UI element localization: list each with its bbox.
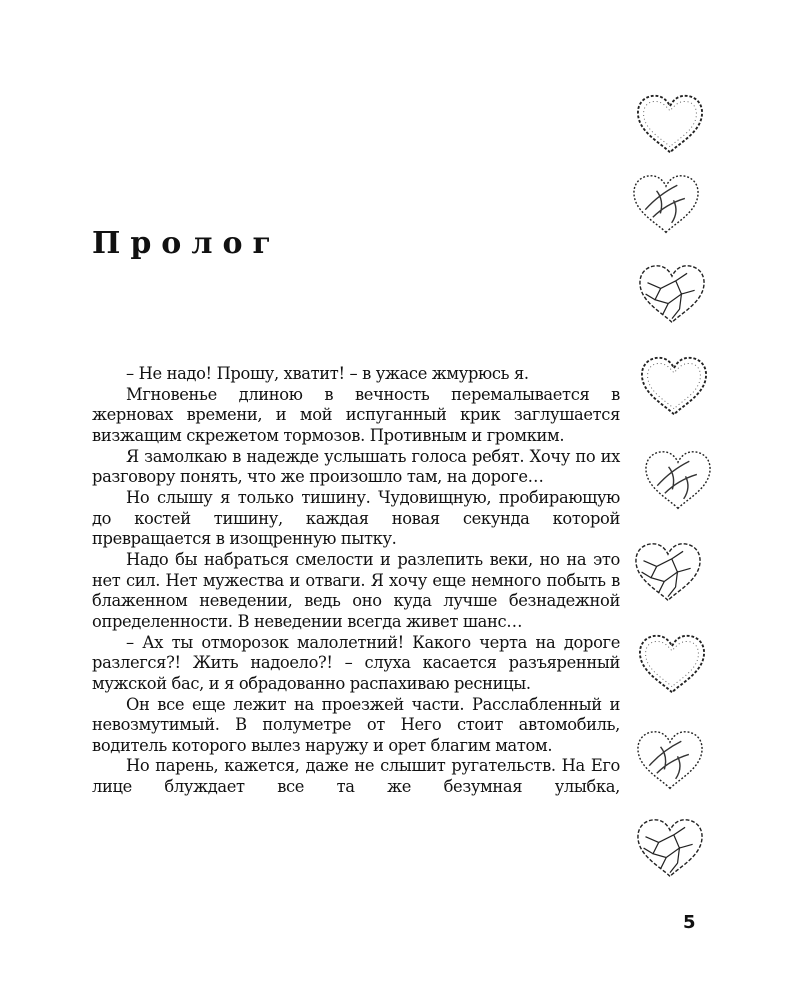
paragraph: Мгновенье длиною в вечность перемалывается в жерновах времени, и мой испуганный крик заглушается визжащим скрежетом тормозов. Противным и громким.	[92, 384, 620, 445]
leaf-heart-icon	[632, 728, 708, 794]
vine-heart-icon	[632, 92, 708, 158]
paragraph: Но слышу я только тишину. Чудовищную, пробирающую до костей тишину, каждая новая секунда которой превращается в изощренную пытку.	[92, 487, 620, 549]
vine-heart-icon	[634, 632, 710, 698]
paragraph: – Не надо! Прошу, хватит! – в ужасе жмурюсь я.	[126, 364, 529, 383]
vine-heart-icon	[636, 354, 712, 420]
paragraph: Он все еще лежит на проезжей части. Расслабленный и невозмутимый. В полуметре от Него стоит автомобиль, водитель которого вылез наружу и орет благим матом.	[92, 694, 620, 755]
cracked-heart-icon	[632, 816, 708, 882]
heart-decorations	[628, 92, 718, 892]
page-number: 5	[683, 912, 696, 933]
leaf-heart-icon	[640, 448, 716, 514]
cracked-heart-icon	[630, 540, 706, 606]
leaf-heart-icon	[628, 172, 704, 238]
paragraph: Надо бы набраться смелости и разлепить веки, но на это нет сил. Нет мужества и отваги. Я хочу еще немного побыть в блаженном неведении, ведь оно куда лучше безнадежной определенности. В неведении всегда живет шанс…	[92, 549, 620, 631]
chapter-title: Пролог	[92, 226, 281, 261]
paragraph: – Ах ты отморозок малолетний! Какого черта на дороге разлегся?! Жить надоело?! – слуха касается разъяренный мужской бас, и я обрадованно распахиваю ресницы.	[92, 632, 620, 693]
paragraph: Я замолкаю в надежде услышать голоса ребят. Хочу по их разговору понять, что же произошло там, на дороге…	[92, 446, 620, 487]
cracked-heart-icon	[634, 262, 710, 328]
prologue-text	[92, 364, 620, 798]
paragraph: Но парень, кажется, даже не слышит ругательств. На Его лице блуждает все та же безумная улыбка,	[92, 756, 620, 797]
